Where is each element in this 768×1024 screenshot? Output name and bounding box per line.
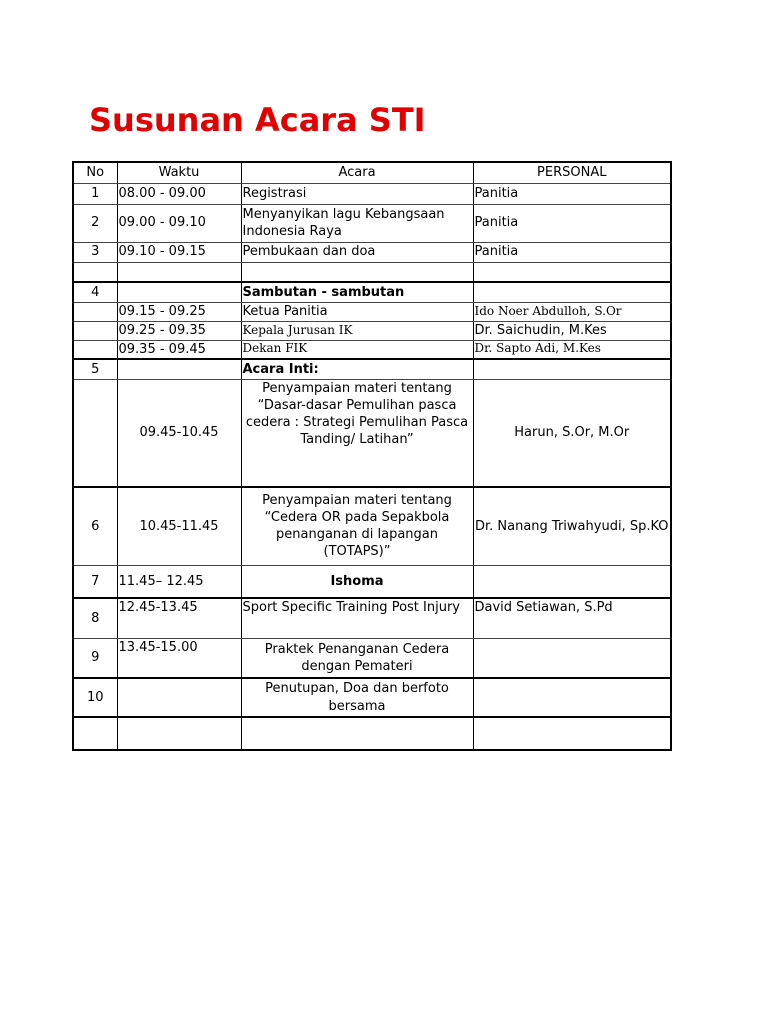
cell-waktu <box>117 282 241 302</box>
cell-waktu: 10.45-11.45 <box>117 487 241 565</box>
cell-personal <box>473 638 671 678</box>
cell-personal: David Setiawan, S.Pd <box>473 598 671 638</box>
header-personal: PERSONAL <box>473 162 671 183</box>
cell-no <box>73 379 117 487</box>
cell-no: 2 <box>73 204 117 242</box>
header-no: No <box>73 162 117 183</box>
cell-personal <box>473 678 671 717</box>
cell-waktu: 13.45-15.00 <box>117 638 241 678</box>
cell-acara: Pembukaan dan doa <box>241 242 473 262</box>
cell-waktu <box>117 359 241 379</box>
cell-no: 6 <box>73 487 117 565</box>
table-row <box>73 487 671 565</box>
cell-waktu: 12.45-13.45 <box>117 598 241 638</box>
cell-personal <box>473 262 671 282</box>
cell-acara: Penutupan, Doa dan berfoto bersama <box>241 678 473 717</box>
table-row <box>73 678 671 717</box>
table-row <box>73 183 671 204</box>
cell-personal: Dr. Nanang Triwahyudi, Sp.KO <box>473 487 671 565</box>
cell-acara <box>241 717 473 750</box>
cell-acara: Ishoma <box>241 565 473 598</box>
cell-acara: Kepala Jurusan IK <box>241 321 473 340</box>
table-row <box>73 282 671 302</box>
cell-no: 10 <box>73 678 117 717</box>
cell-waktu: 09.35 - 09.45 <box>117 340 241 359</box>
cell-waktu: 09.10 - 09.15 <box>117 242 241 262</box>
cell-no <box>73 717 117 750</box>
cell-acara: Acara Inti: <box>241 359 473 379</box>
cell-waktu: 08.00 - 09.00 <box>117 183 241 204</box>
table-row <box>73 204 671 242</box>
cell-acara: Sambutan - sambutan <box>241 282 473 302</box>
table-row <box>73 340 671 359</box>
cell-no: 4 <box>73 282 117 302</box>
cell-no: 7 <box>73 565 117 598</box>
cell-personal: Panitia <box>473 204 671 242</box>
cell-no <box>73 340 117 359</box>
schedule-table <box>72 161 672 751</box>
cell-personal: Dr. Sapto Adi, M.Kes <box>473 340 671 359</box>
cell-no: 3 <box>73 242 117 262</box>
cell-personal <box>473 717 671 750</box>
cell-waktu: 09.45-10.45 <box>117 379 241 487</box>
table-row <box>73 262 671 282</box>
page-title: Susunan Acara STI <box>89 101 426 139</box>
cell-personal: Ido Noer Abdulloh, S.Or <box>473 302 671 321</box>
cell-waktu <box>117 262 241 282</box>
cell-personal: Panitia <box>473 242 671 262</box>
cell-waktu: 09.15 - 09.25 <box>117 302 241 321</box>
cell-acara: Sport Specific Training Post Injury <box>241 598 473 638</box>
cell-personal: Dr. Saichudin, M.Kes <box>473 321 671 340</box>
cell-waktu: 09.25 - 09.35 <box>117 321 241 340</box>
cell-personal <box>473 359 671 379</box>
header-waktu: Waktu <box>117 162 241 183</box>
cell-waktu: 09.00 - 09.10 <box>117 204 241 242</box>
header-acara: Acara <box>241 162 473 183</box>
cell-acara: Penyampaian materi tentang “Cedera OR pada Sepakbola penanganan di lapangan (TOTAPS)” <box>241 487 473 565</box>
table-row <box>73 379 671 487</box>
cell-no: 9 <box>73 638 117 678</box>
cell-waktu <box>117 678 241 717</box>
cell-no <box>73 302 117 321</box>
table-row <box>73 321 671 340</box>
cell-no: 1 <box>73 183 117 204</box>
table-row <box>73 717 671 750</box>
cell-acara: Ketua Panitia <box>241 302 473 321</box>
cell-acara: Praktek Penanganan Cedera dengan Pemateri <box>241 638 473 678</box>
table-header-row <box>73 162 671 183</box>
table-row <box>73 302 671 321</box>
cell-no: 5 <box>73 359 117 379</box>
cell-personal: Harun, S.Or, M.Or <box>473 379 671 487</box>
table-row <box>73 598 671 638</box>
cell-personal <box>473 565 671 598</box>
table-row <box>73 638 671 678</box>
cell-personal <box>473 282 671 302</box>
cell-no <box>73 262 117 282</box>
cell-personal: Panitia <box>473 183 671 204</box>
cell-acara <box>241 262 473 282</box>
cell-acara: Penyampaian materi tentang “Dasar-dasar Pemulihan pasca cedera : Strategi Pemulihan Pasca Tanding/ Latihan” <box>241 379 473 487</box>
table-row <box>73 242 671 262</box>
table-row <box>73 565 671 598</box>
cell-acara: Dekan FIK <box>241 340 473 359</box>
cell-acara: Menyanyikan lagu Kebangsaan Indonesia Raya <box>241 204 473 242</box>
cell-no: 8 <box>73 598 117 638</box>
table-row <box>73 359 671 379</box>
cell-acara: Registrasi <box>241 183 473 204</box>
cell-waktu: 11.45– 12.45 <box>117 565 241 598</box>
cell-no <box>73 321 117 340</box>
cell-waktu <box>117 717 241 750</box>
